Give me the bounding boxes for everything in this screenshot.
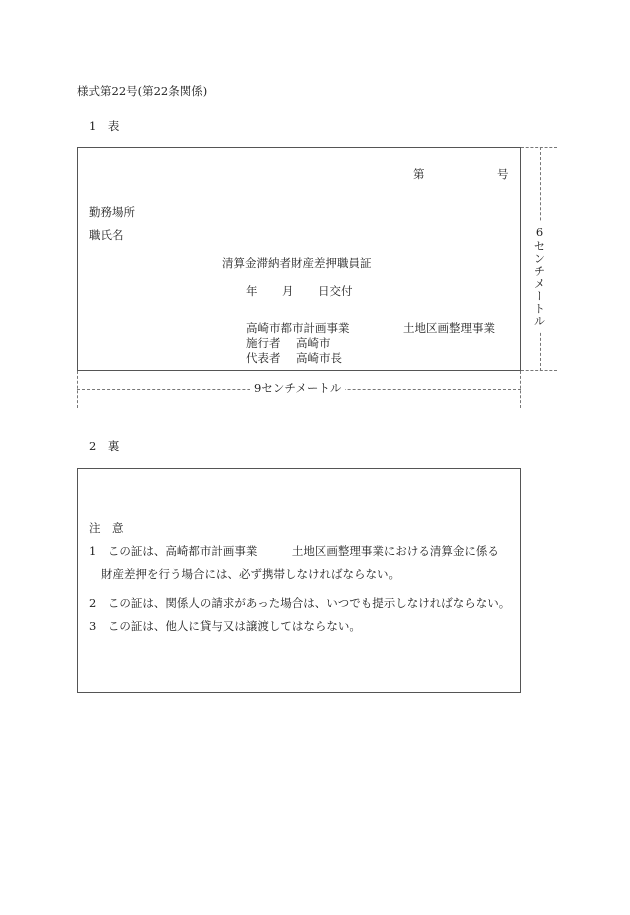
- width-label: 9センチメートル: [250, 383, 345, 395]
- notes-title: 注 意: [89, 521, 124, 535]
- workplace-label: 勤務場所: [89, 205, 135, 219]
- project-name-1: 高崎市都市計画事業: [246, 321, 350, 335]
- card-title: 清算金滞納者財産差押職員証: [222, 256, 372, 270]
- executor-label: 施行者: [246, 336, 281, 350]
- form-title: 様式第22号(第22条関係): [77, 84, 208, 98]
- representative-value: 高崎市長: [296, 351, 342, 365]
- height-guide-bottom: [521, 370, 557, 371]
- note-1-line-2: 財産差押を行う場合には、必ず携帯しなければならない。: [101, 567, 400, 581]
- note-2: 2 この証は、関係人の請求があった場合は、いつでも提示しなければならない。: [89, 596, 511, 610]
- note-1-line-1: 1 この証は、高崎都市計画事業 土地区画整理事業における清算金に係る: [89, 544, 499, 558]
- note-3: 3 この証は、他人に貸与又は譲渡してはならない。: [89, 619, 361, 633]
- date-month: 月: [282, 284, 294, 298]
- name-label: 職氏名: [89, 228, 124, 242]
- height-label: 6センチメートル: [533, 222, 545, 331]
- height-guide-top: [521, 147, 557, 148]
- representative-label: 代表者: [246, 351, 281, 365]
- date-day: 日交付: [318, 284, 353, 298]
- front-heading: 1 表: [89, 119, 120, 133]
- date-year: 年: [246, 284, 258, 298]
- number-go: 号: [497, 167, 509, 181]
- project-name-2: 土地区画整理事業: [403, 321, 495, 335]
- executor-value: 高崎市: [296, 336, 331, 350]
- number-dai: 第: [413, 167, 425, 181]
- back-heading: 2 裏: [89, 439, 120, 453]
